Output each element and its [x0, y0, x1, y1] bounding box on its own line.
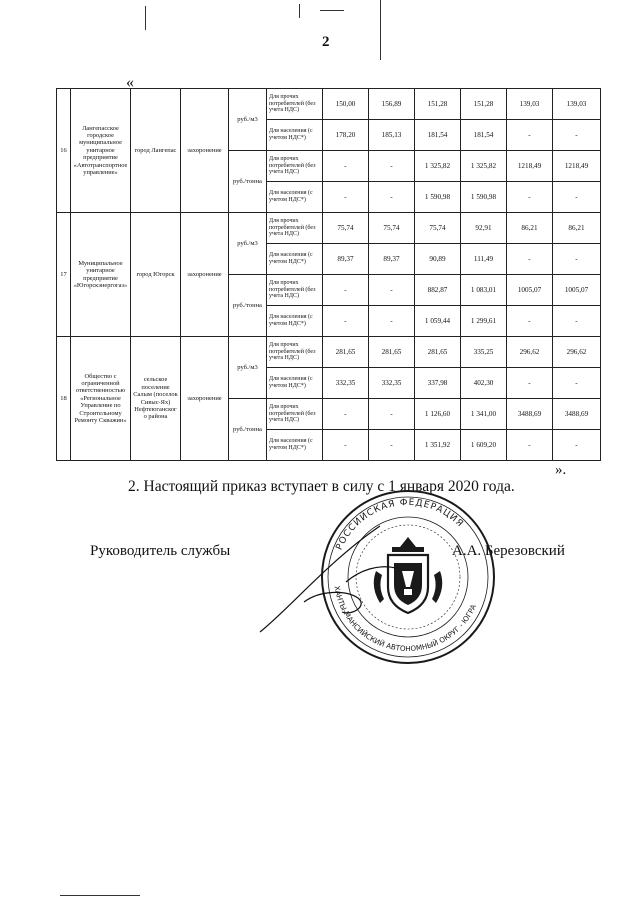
signatory-name: А.А. Березовский [452, 543, 565, 559]
tariff-value: - [507, 182, 553, 213]
tariff-value: 1005,07 [553, 275, 601, 306]
tariff-value: 882,87 [415, 275, 461, 306]
tariff-value: 89,37 [369, 244, 415, 275]
page-number: 2 [322, 34, 330, 50]
tariff-value: 1 609,20 [461, 430, 507, 461]
scan-artifact [299, 4, 300, 18]
organization-name: Лангепасское городское муниципальное унитарное предприятие «Автотранспортное управление» [71, 89, 131, 213]
tariff-value: - [507, 430, 553, 461]
tariff-value: - [369, 182, 415, 213]
tariff-value: 281,65 [369, 337, 415, 368]
consumer-category: Для населения (с учетом НДС*) [267, 182, 323, 213]
territory: сельское поселение Салым (поселок Сивыс-Ях) Нефтеюганского района [131, 337, 181, 461]
consumer-category: Для населения (с учетом НДС*) [267, 306, 323, 337]
consumer-category: Для прочих потребителей (без учета НДС) [267, 89, 323, 120]
table-row [57, 89, 601, 120]
tariff-value: 1 083,01 [461, 275, 507, 306]
unit-of-measure: руб./тонна [229, 151, 267, 213]
unit-of-measure: руб./м3 [229, 213, 267, 275]
tariff-value: 92,91 [461, 213, 507, 244]
activity-type: захоронение [181, 213, 229, 337]
tariff-value: 75,74 [369, 213, 415, 244]
tariff-value: 1 341,00 [461, 399, 507, 430]
tariff-value: - [369, 151, 415, 182]
tariff-value: 151,28 [461, 89, 507, 120]
tariff-value: 3488,69 [507, 399, 553, 430]
consumer-category: Для населения (с учетом НДС*) [267, 368, 323, 399]
effective-date-clause: 2. Настоящий приказ вступает в силу с 1 января 2020 года. [128, 478, 515, 495]
tariff-value: - [553, 182, 601, 213]
scan-artifact [320, 10, 344, 11]
tariff-value: - [369, 306, 415, 337]
tariff-value: 402,30 [461, 368, 507, 399]
tariff-value: 185,13 [369, 120, 415, 151]
tariff-value: 1 126,60 [415, 399, 461, 430]
tariff-value: 1218,49 [553, 151, 601, 182]
tariff-value: 89,37 [323, 244, 369, 275]
tariff-value: 281,65 [323, 337, 369, 368]
tariff-table [56, 88, 601, 461]
tariff-value: - [323, 430, 369, 461]
tariff-value: - [369, 275, 415, 306]
tariff-value: - [369, 430, 415, 461]
unit-of-measure: руб./м3 [229, 337, 267, 399]
tariff-value: 75,74 [415, 213, 461, 244]
tariff-value: - [323, 151, 369, 182]
tariff-value: - [553, 244, 601, 275]
territory: город Лангепас [131, 89, 181, 213]
tariff-value: 335,25 [461, 337, 507, 368]
tariff-value: 150,00 [323, 89, 369, 120]
row-number: 18 [57, 337, 71, 461]
tariff-value: - [369, 399, 415, 430]
tariff-value: 90,89 [415, 244, 461, 275]
activity-type: захоронение [181, 337, 229, 461]
consumer-category: Для прочих потребителей (без учета НДС) [267, 151, 323, 182]
tariff-value: 332,35 [323, 368, 369, 399]
unit-of-measure: руб./тонна [229, 275, 267, 337]
tariff-value: 1 590,98 [461, 182, 507, 213]
tariff-value: 86,21 [553, 213, 601, 244]
consumer-category: Для населения (с учетом НДС*) [267, 430, 323, 461]
tariff-value: 337,98 [415, 368, 461, 399]
tariff-value: - [323, 399, 369, 430]
table-row [57, 337, 601, 368]
tariff-value: 181,54 [461, 120, 507, 151]
quote-open: « [126, 74, 134, 91]
tariff-value: 3488,69 [553, 399, 601, 430]
tariff-value: 151,28 [415, 89, 461, 120]
consumer-category: Для прочих потребителей (без учета НДС) [267, 275, 323, 306]
tariff-value: - [323, 306, 369, 337]
scan-artifact [60, 895, 140, 896]
unit-of-measure: руб./тонна [229, 399, 267, 461]
consumer-category: Для населения (с учетом НДС*) [267, 120, 323, 151]
consumer-category: Для населения (с учетом НДС*) [267, 244, 323, 275]
table-row [57, 213, 601, 244]
tariff-value: 1005,07 [507, 275, 553, 306]
consumer-category: Для прочих потребителей (без учета НДС) [267, 399, 323, 430]
tariff-value: - [553, 120, 601, 151]
tariff-value: 296,62 [507, 337, 553, 368]
tariff-value: 181,54 [415, 120, 461, 151]
tariff-value: 111,49 [461, 244, 507, 275]
activity-type: захоронение [181, 89, 229, 213]
consumer-category: Для прочих потребителей (без учета НДС) [267, 337, 323, 368]
tariff-value: - [323, 275, 369, 306]
tariff-value: 1 325,82 [461, 151, 507, 182]
tariff-value: 1 590,98 [415, 182, 461, 213]
svg-text:РОССИЙСКАЯ ФЕДЕРАЦИЯ: РОССИЙСКАЯ ФЕДЕРАЦИЯ [334, 497, 466, 552]
consumer-category: Для прочих потребителей (без учета НДС) [267, 213, 323, 244]
tariff-value: 296,62 [553, 337, 601, 368]
tariff-value: 139,03 [553, 89, 601, 120]
row-number: 16 [57, 89, 71, 213]
scan-artifact [380, 0, 381, 60]
tariff-value: - [507, 120, 553, 151]
tariff-value: - [553, 430, 601, 461]
svg-text:ХАНТЫ-МАНСИЙСКИЙ АВТОНОМНЫЙ ОК: ХАНТЫ-МАНСИЙСКИЙ АВТОНОМНЫЙ ОКРУГ - ЮГРА [332, 585, 479, 654]
tariff-value: 86,21 [507, 213, 553, 244]
tariff-value: 332,35 [369, 368, 415, 399]
tariff-value: - [507, 244, 553, 275]
tariff-value: 1 351,92 [415, 430, 461, 461]
tariff-value: 139,03 [507, 89, 553, 120]
tariff-value: 178,20 [323, 120, 369, 151]
tariff-value: - [507, 368, 553, 399]
unit-of-measure: руб./м3 [229, 89, 267, 151]
signatory-position: Руководитель службы [90, 543, 231, 559]
tariff-value: 1 325,82 [415, 151, 461, 182]
tariff-value: 156,89 [369, 89, 415, 120]
organization-name: Муниципальное унитарное предприятие «Югорскэнергогаз» [71, 213, 131, 337]
handwritten-signature [250, 520, 410, 640]
tariff-value: - [507, 306, 553, 337]
tariff-value: 1 299,61 [461, 306, 507, 337]
tariff-value: - [553, 306, 601, 337]
territory: город Югорск [131, 213, 181, 337]
tariff-value: 75,74 [323, 213, 369, 244]
row-number: 17 [57, 213, 71, 337]
scan-artifact [145, 6, 146, 30]
tariff-value: - [553, 368, 601, 399]
tariff-value: 281,65 [415, 337, 461, 368]
tariff-value: 1218,49 [507, 151, 553, 182]
organization-name: Общество с ограниченной ответственностью «Региональное Управление по Строительному Ремонту Скважин» [71, 337, 131, 461]
tariff-value: - [323, 182, 369, 213]
quote-close: ». [555, 462, 567, 478]
tariff-value: 1 059,44 [415, 306, 461, 337]
